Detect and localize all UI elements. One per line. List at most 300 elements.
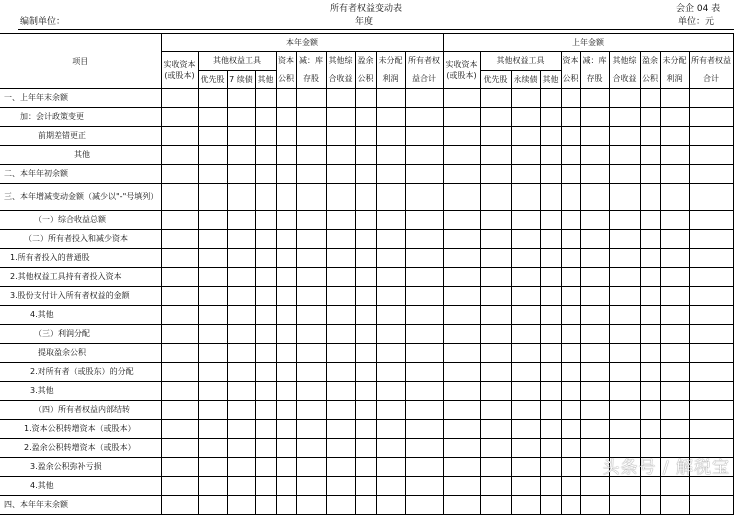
amount-cell[interactable] (227, 184, 255, 211)
amount-cell[interactable] (326, 306, 355, 325)
amount-cell[interactable] (296, 382, 326, 401)
amount-cell[interactable] (355, 230, 376, 249)
amount-cell[interactable] (355, 249, 376, 268)
amount-cell[interactable] (561, 401, 580, 420)
amount-cell[interactable] (255, 344, 276, 363)
amount-cell[interactable] (443, 344, 480, 363)
amount-cell[interactable] (355, 439, 376, 458)
amount-cell[interactable] (276, 420, 296, 439)
amount-cell[interactable] (355, 363, 376, 382)
amount-cell[interactable] (355, 496, 376, 515)
amount-cell[interactable] (443, 268, 480, 287)
amount-cell[interactable] (609, 496, 640, 515)
amount-cell[interactable] (326, 108, 355, 127)
amount-cell[interactable] (376, 439, 405, 458)
amount-cell[interactable] (326, 382, 355, 401)
amount-cell[interactable] (326, 184, 355, 211)
amount-cell[interactable] (689, 496, 733, 515)
amount-cell[interactable] (561, 249, 580, 268)
amount-cell[interactable] (355, 146, 376, 165)
amount-cell[interactable] (540, 420, 561, 439)
amount-cell[interactable] (296, 184, 326, 211)
amount-cell[interactable] (326, 211, 355, 230)
amount-cell[interactable] (609, 477, 640, 496)
amount-cell[interactable] (161, 89, 198, 108)
amount-cell[interactable] (660, 401, 689, 420)
amount-cell[interactable] (161, 420, 198, 439)
amount-cell[interactable] (376, 382, 405, 401)
amount-cell[interactable] (198, 249, 227, 268)
amount-cell[interactable] (326, 401, 355, 420)
amount-cell[interactable] (161, 249, 198, 268)
amount-cell[interactable] (511, 211, 540, 230)
amount-cell[interactable] (561, 439, 580, 458)
amount-cell[interactable] (161, 108, 198, 127)
amount-cell[interactable] (609, 165, 640, 184)
amount-cell[interactable] (511, 344, 540, 363)
amount-cell[interactable] (161, 496, 198, 515)
amount-cell[interactable] (355, 325, 376, 344)
amount-cell[interactable] (276, 382, 296, 401)
amount-cell[interactable] (540, 458, 561, 477)
amount-cell[interactable] (660, 496, 689, 515)
amount-cell[interactable] (640, 363, 660, 382)
amount-cell[interactable] (326, 146, 355, 165)
amount-cell[interactable] (255, 249, 276, 268)
amount-cell[interactable] (276, 477, 296, 496)
amount-cell[interactable] (540, 89, 561, 108)
amount-cell[interactable] (580, 127, 609, 146)
amount-cell[interactable] (609, 363, 640, 382)
amount-cell[interactable] (376, 496, 405, 515)
amount-cell[interactable] (580, 287, 609, 306)
amount-cell[interactable] (660, 89, 689, 108)
amount-cell[interactable] (511, 325, 540, 344)
amount-cell[interactable] (326, 230, 355, 249)
amount-cell[interactable] (276, 127, 296, 146)
amount-cell[interactable] (480, 184, 511, 211)
amount-cell[interactable] (355, 306, 376, 325)
amount-cell[interactable] (640, 268, 660, 287)
amount-cell[interactable] (660, 477, 689, 496)
amount-cell[interactable] (689, 108, 733, 127)
amount-cell[interactable] (443, 458, 480, 477)
amount-cell[interactable] (296, 287, 326, 306)
amount-cell[interactable] (640, 146, 660, 165)
amount-cell[interactable] (161, 401, 198, 420)
amount-cell[interactable] (480, 230, 511, 249)
amount-cell[interactable] (326, 344, 355, 363)
amount-cell[interactable] (276, 363, 296, 382)
amount-cell[interactable] (255, 230, 276, 249)
amount-cell[interactable] (227, 363, 255, 382)
amount-cell[interactable] (296, 420, 326, 439)
amount-cell[interactable] (227, 306, 255, 325)
amount-cell[interactable] (580, 146, 609, 165)
amount-cell[interactable] (405, 477, 443, 496)
amount-cell[interactable] (640, 325, 660, 344)
amount-cell[interactable] (198, 344, 227, 363)
amount-cell[interactable] (660, 306, 689, 325)
amount-cell[interactable] (443, 89, 480, 108)
amount-cell[interactable] (640, 382, 660, 401)
amount-cell[interactable] (640, 127, 660, 146)
amount-cell[interactable] (405, 325, 443, 344)
amount-cell[interactable] (540, 401, 561, 420)
amount-cell[interactable] (561, 89, 580, 108)
amount-cell[interactable] (561, 420, 580, 439)
amount-cell[interactable] (660, 230, 689, 249)
amount-cell[interactable] (511, 496, 540, 515)
amount-cell[interactable] (227, 439, 255, 458)
amount-cell[interactable] (376, 477, 405, 496)
amount-cell[interactable] (198, 325, 227, 344)
amount-cell[interactable] (405, 184, 443, 211)
amount-cell[interactable] (326, 287, 355, 306)
amount-cell[interactable] (689, 230, 733, 249)
amount-cell[interactable] (255, 306, 276, 325)
amount-cell[interactable] (511, 146, 540, 165)
amount-cell[interactable] (540, 477, 561, 496)
amount-cell[interactable] (443, 477, 480, 496)
amount-cell[interactable] (640, 89, 660, 108)
amount-cell[interactable] (443, 401, 480, 420)
amount-cell[interactable] (255, 184, 276, 211)
amount-cell[interactable] (640, 477, 660, 496)
amount-cell[interactable] (161, 184, 198, 211)
amount-cell[interactable] (443, 165, 480, 184)
amount-cell[interactable] (443, 287, 480, 306)
amount-cell[interactable] (660, 268, 689, 287)
amount-cell[interactable] (609, 401, 640, 420)
amount-cell[interactable] (161, 306, 198, 325)
amount-cell[interactable] (689, 146, 733, 165)
amount-cell[interactable] (376, 458, 405, 477)
amount-cell[interactable] (161, 165, 198, 184)
amount-cell[interactable] (660, 184, 689, 211)
amount-cell[interactable] (640, 496, 660, 515)
amount-cell[interactable] (405, 401, 443, 420)
amount-cell[interactable] (689, 287, 733, 306)
amount-cell[interactable] (405, 496, 443, 515)
amount-cell[interactable] (640, 249, 660, 268)
amount-cell[interactable] (660, 211, 689, 230)
amount-cell[interactable] (355, 89, 376, 108)
amount-cell[interactable] (376, 230, 405, 249)
amount-cell[interactable] (609, 146, 640, 165)
amount-cell[interactable] (276, 211, 296, 230)
amount-cell[interactable] (480, 420, 511, 439)
amount-cell[interactable] (640, 108, 660, 127)
amount-cell[interactable] (161, 477, 198, 496)
amount-cell[interactable] (640, 287, 660, 306)
amount-cell[interactable] (326, 325, 355, 344)
amount-cell[interactable] (255, 420, 276, 439)
amount-cell[interactable] (355, 165, 376, 184)
amount-cell[interactable] (405, 287, 443, 306)
amount-cell[interactable] (660, 146, 689, 165)
amount-cell[interactable] (161, 382, 198, 401)
amount-cell[interactable] (540, 165, 561, 184)
amount-cell[interactable] (443, 306, 480, 325)
amount-cell[interactable] (660, 287, 689, 306)
amount-cell[interactable] (609, 127, 640, 146)
amount-cell[interactable] (296, 363, 326, 382)
amount-cell[interactable] (276, 496, 296, 515)
amount-cell[interactable] (689, 89, 733, 108)
amount-cell[interactable] (326, 477, 355, 496)
amount-cell[interactable] (609, 306, 640, 325)
amount-cell[interactable] (355, 108, 376, 127)
amount-cell[interactable] (480, 363, 511, 382)
amount-cell[interactable] (405, 363, 443, 382)
amount-cell[interactable] (198, 306, 227, 325)
amount-cell[interactable] (660, 382, 689, 401)
amount-cell[interactable] (689, 477, 733, 496)
amount-cell[interactable] (355, 420, 376, 439)
amount-cell[interactable] (540, 496, 561, 515)
amount-cell[interactable] (609, 325, 640, 344)
amount-cell[interactable] (511, 268, 540, 287)
amount-cell[interactable] (511, 127, 540, 146)
amount-cell[interactable] (255, 363, 276, 382)
amount-cell[interactable] (276, 268, 296, 287)
amount-cell[interactable] (640, 211, 660, 230)
amount-cell[interactable] (511, 165, 540, 184)
amount-cell[interactable] (376, 211, 405, 230)
amount-cell[interactable] (376, 287, 405, 306)
amount-cell[interactable] (326, 268, 355, 287)
amount-cell[interactable] (561, 458, 580, 477)
amount-cell[interactable] (276, 306, 296, 325)
amount-cell[interactable] (227, 382, 255, 401)
amount-cell[interactable] (161, 287, 198, 306)
amount-cell[interactable] (640, 165, 660, 184)
amount-cell[interactable] (255, 146, 276, 165)
amount-cell[interactable] (255, 108, 276, 127)
amount-cell[interactable] (255, 325, 276, 344)
amount-cell[interactable] (561, 127, 580, 146)
amount-cell[interactable] (580, 89, 609, 108)
amount-cell[interactable] (227, 401, 255, 420)
amount-cell[interactable] (511, 439, 540, 458)
amount-cell[interactable] (276, 146, 296, 165)
amount-cell[interactable] (580, 382, 609, 401)
amount-cell[interactable] (480, 458, 511, 477)
amount-cell[interactable] (198, 287, 227, 306)
amount-cell[interactable] (161, 211, 198, 230)
amount-cell[interactable] (405, 108, 443, 127)
amount-cell[interactable] (376, 325, 405, 344)
amount-cell[interactable] (511, 89, 540, 108)
amount-cell[interactable] (561, 344, 580, 363)
amount-cell[interactable] (580, 249, 609, 268)
amount-cell[interactable] (443, 184, 480, 211)
amount-cell[interactable] (660, 344, 689, 363)
amount-cell[interactable] (276, 458, 296, 477)
amount-cell[interactable] (326, 420, 355, 439)
amount-cell[interactable] (689, 165, 733, 184)
amount-cell[interactable] (480, 108, 511, 127)
amount-cell[interactable] (355, 268, 376, 287)
amount-cell[interactable] (443, 325, 480, 344)
amount-cell[interactable] (609, 230, 640, 249)
amount-cell[interactable] (227, 165, 255, 184)
amount-cell[interactable] (580, 184, 609, 211)
amount-cell[interactable] (227, 420, 255, 439)
amount-cell[interactable] (255, 382, 276, 401)
amount-cell[interactable] (376, 184, 405, 211)
amount-cell[interactable] (443, 249, 480, 268)
amount-cell[interactable] (480, 146, 511, 165)
amount-cell[interactable] (480, 287, 511, 306)
amount-cell[interactable] (580, 420, 609, 439)
amount-cell[interactable] (640, 306, 660, 325)
amount-cell[interactable] (689, 127, 733, 146)
amount-cell[interactable] (198, 108, 227, 127)
amount-cell[interactable] (405, 230, 443, 249)
amount-cell[interactable] (660, 165, 689, 184)
amount-cell[interactable] (296, 268, 326, 287)
amount-cell[interactable] (609, 344, 640, 363)
amount-cell[interactable] (161, 363, 198, 382)
amount-cell[interactable] (511, 420, 540, 439)
amount-cell[interactable] (405, 439, 443, 458)
amount-cell[interactable] (255, 477, 276, 496)
amount-cell[interactable] (255, 89, 276, 108)
amount-cell[interactable] (227, 458, 255, 477)
amount-cell[interactable] (580, 211, 609, 230)
amount-cell[interactable] (640, 184, 660, 211)
amount-cell[interactable] (296, 477, 326, 496)
amount-cell[interactable] (480, 249, 511, 268)
amount-cell[interactable] (198, 268, 227, 287)
amount-cell[interactable] (640, 420, 660, 439)
amount-cell[interactable] (689, 249, 733, 268)
amount-cell[interactable] (480, 496, 511, 515)
amount-cell[interactable] (561, 268, 580, 287)
amount-cell[interactable] (227, 496, 255, 515)
amount-cell[interactable] (689, 344, 733, 363)
amount-cell[interactable] (561, 306, 580, 325)
amount-cell[interactable] (540, 230, 561, 249)
amount-cell[interactable] (480, 127, 511, 146)
amount-cell[interactable] (540, 127, 561, 146)
amount-cell[interactable] (660, 363, 689, 382)
amount-cell[interactable] (580, 363, 609, 382)
amount-cell[interactable] (580, 401, 609, 420)
amount-cell[interactable] (376, 249, 405, 268)
amount-cell[interactable] (276, 287, 296, 306)
amount-cell[interactable] (376, 127, 405, 146)
amount-cell[interactable] (161, 268, 198, 287)
amount-cell[interactable] (689, 268, 733, 287)
amount-cell[interactable] (161, 325, 198, 344)
amount-cell[interactable] (540, 439, 561, 458)
amount-cell[interactable] (540, 184, 561, 211)
amount-cell[interactable] (227, 287, 255, 306)
amount-cell[interactable] (198, 420, 227, 439)
amount-cell[interactable] (640, 401, 660, 420)
amount-cell[interactable] (443, 439, 480, 458)
amount-cell[interactable] (296, 401, 326, 420)
amount-cell[interactable] (609, 211, 640, 230)
amount-cell[interactable] (540, 306, 561, 325)
amount-cell[interactable] (609, 420, 640, 439)
amount-cell[interactable] (511, 401, 540, 420)
amount-cell[interactable] (296, 439, 326, 458)
amount-cell[interactable] (609, 249, 640, 268)
amount-cell[interactable] (689, 382, 733, 401)
amount-cell[interactable] (511, 363, 540, 382)
amount-cell[interactable] (561, 108, 580, 127)
amount-cell[interactable] (405, 146, 443, 165)
amount-cell[interactable] (376, 268, 405, 287)
amount-cell[interactable] (561, 211, 580, 230)
amount-cell[interactable] (255, 287, 276, 306)
amount-cell[interactable] (511, 249, 540, 268)
amount-cell[interactable] (198, 363, 227, 382)
amount-cell[interactable] (198, 146, 227, 165)
amount-cell[interactable] (689, 325, 733, 344)
amount-cell[interactable] (660, 249, 689, 268)
amount-cell[interactable] (480, 477, 511, 496)
amount-cell[interactable] (326, 496, 355, 515)
amount-cell[interactable] (609, 268, 640, 287)
amount-cell[interactable] (443, 420, 480, 439)
amount-cell[interactable] (198, 477, 227, 496)
amount-cell[interactable] (227, 249, 255, 268)
amount-cell[interactable] (161, 344, 198, 363)
amount-cell[interactable] (405, 89, 443, 108)
amount-cell[interactable] (255, 268, 276, 287)
amount-cell[interactable] (609, 287, 640, 306)
amount-cell[interactable] (255, 211, 276, 230)
amount-cell[interactable] (227, 230, 255, 249)
amount-cell[interactable] (355, 287, 376, 306)
amount-cell[interactable] (480, 382, 511, 401)
amount-cell[interactable] (355, 477, 376, 496)
amount-cell[interactable] (198, 439, 227, 458)
amount-cell[interactable] (296, 496, 326, 515)
amount-cell[interactable] (355, 401, 376, 420)
amount-cell[interactable] (326, 165, 355, 184)
amount-cell[interactable] (198, 127, 227, 146)
amount-cell[interactable] (480, 165, 511, 184)
amount-cell[interactable] (609, 184, 640, 211)
amount-cell[interactable] (660, 127, 689, 146)
amount-cell[interactable] (296, 89, 326, 108)
amount-cell[interactable] (511, 230, 540, 249)
amount-cell[interactable] (296, 127, 326, 146)
amount-cell[interactable] (405, 268, 443, 287)
amount-cell[interactable] (296, 230, 326, 249)
amount-cell[interactable] (326, 89, 355, 108)
amount-cell[interactable] (540, 211, 561, 230)
amount-cell[interactable] (276, 165, 296, 184)
amount-cell[interactable] (660, 108, 689, 127)
amount-cell[interactable] (540, 287, 561, 306)
amount-cell[interactable] (561, 363, 580, 382)
amount-cell[interactable] (276, 249, 296, 268)
amount-cell[interactable] (561, 165, 580, 184)
amount-cell[interactable] (276, 439, 296, 458)
amount-cell[interactable] (561, 287, 580, 306)
amount-cell[interactable] (480, 325, 511, 344)
amount-cell[interactable] (689, 401, 733, 420)
amount-cell[interactable] (660, 420, 689, 439)
amount-cell[interactable] (443, 127, 480, 146)
